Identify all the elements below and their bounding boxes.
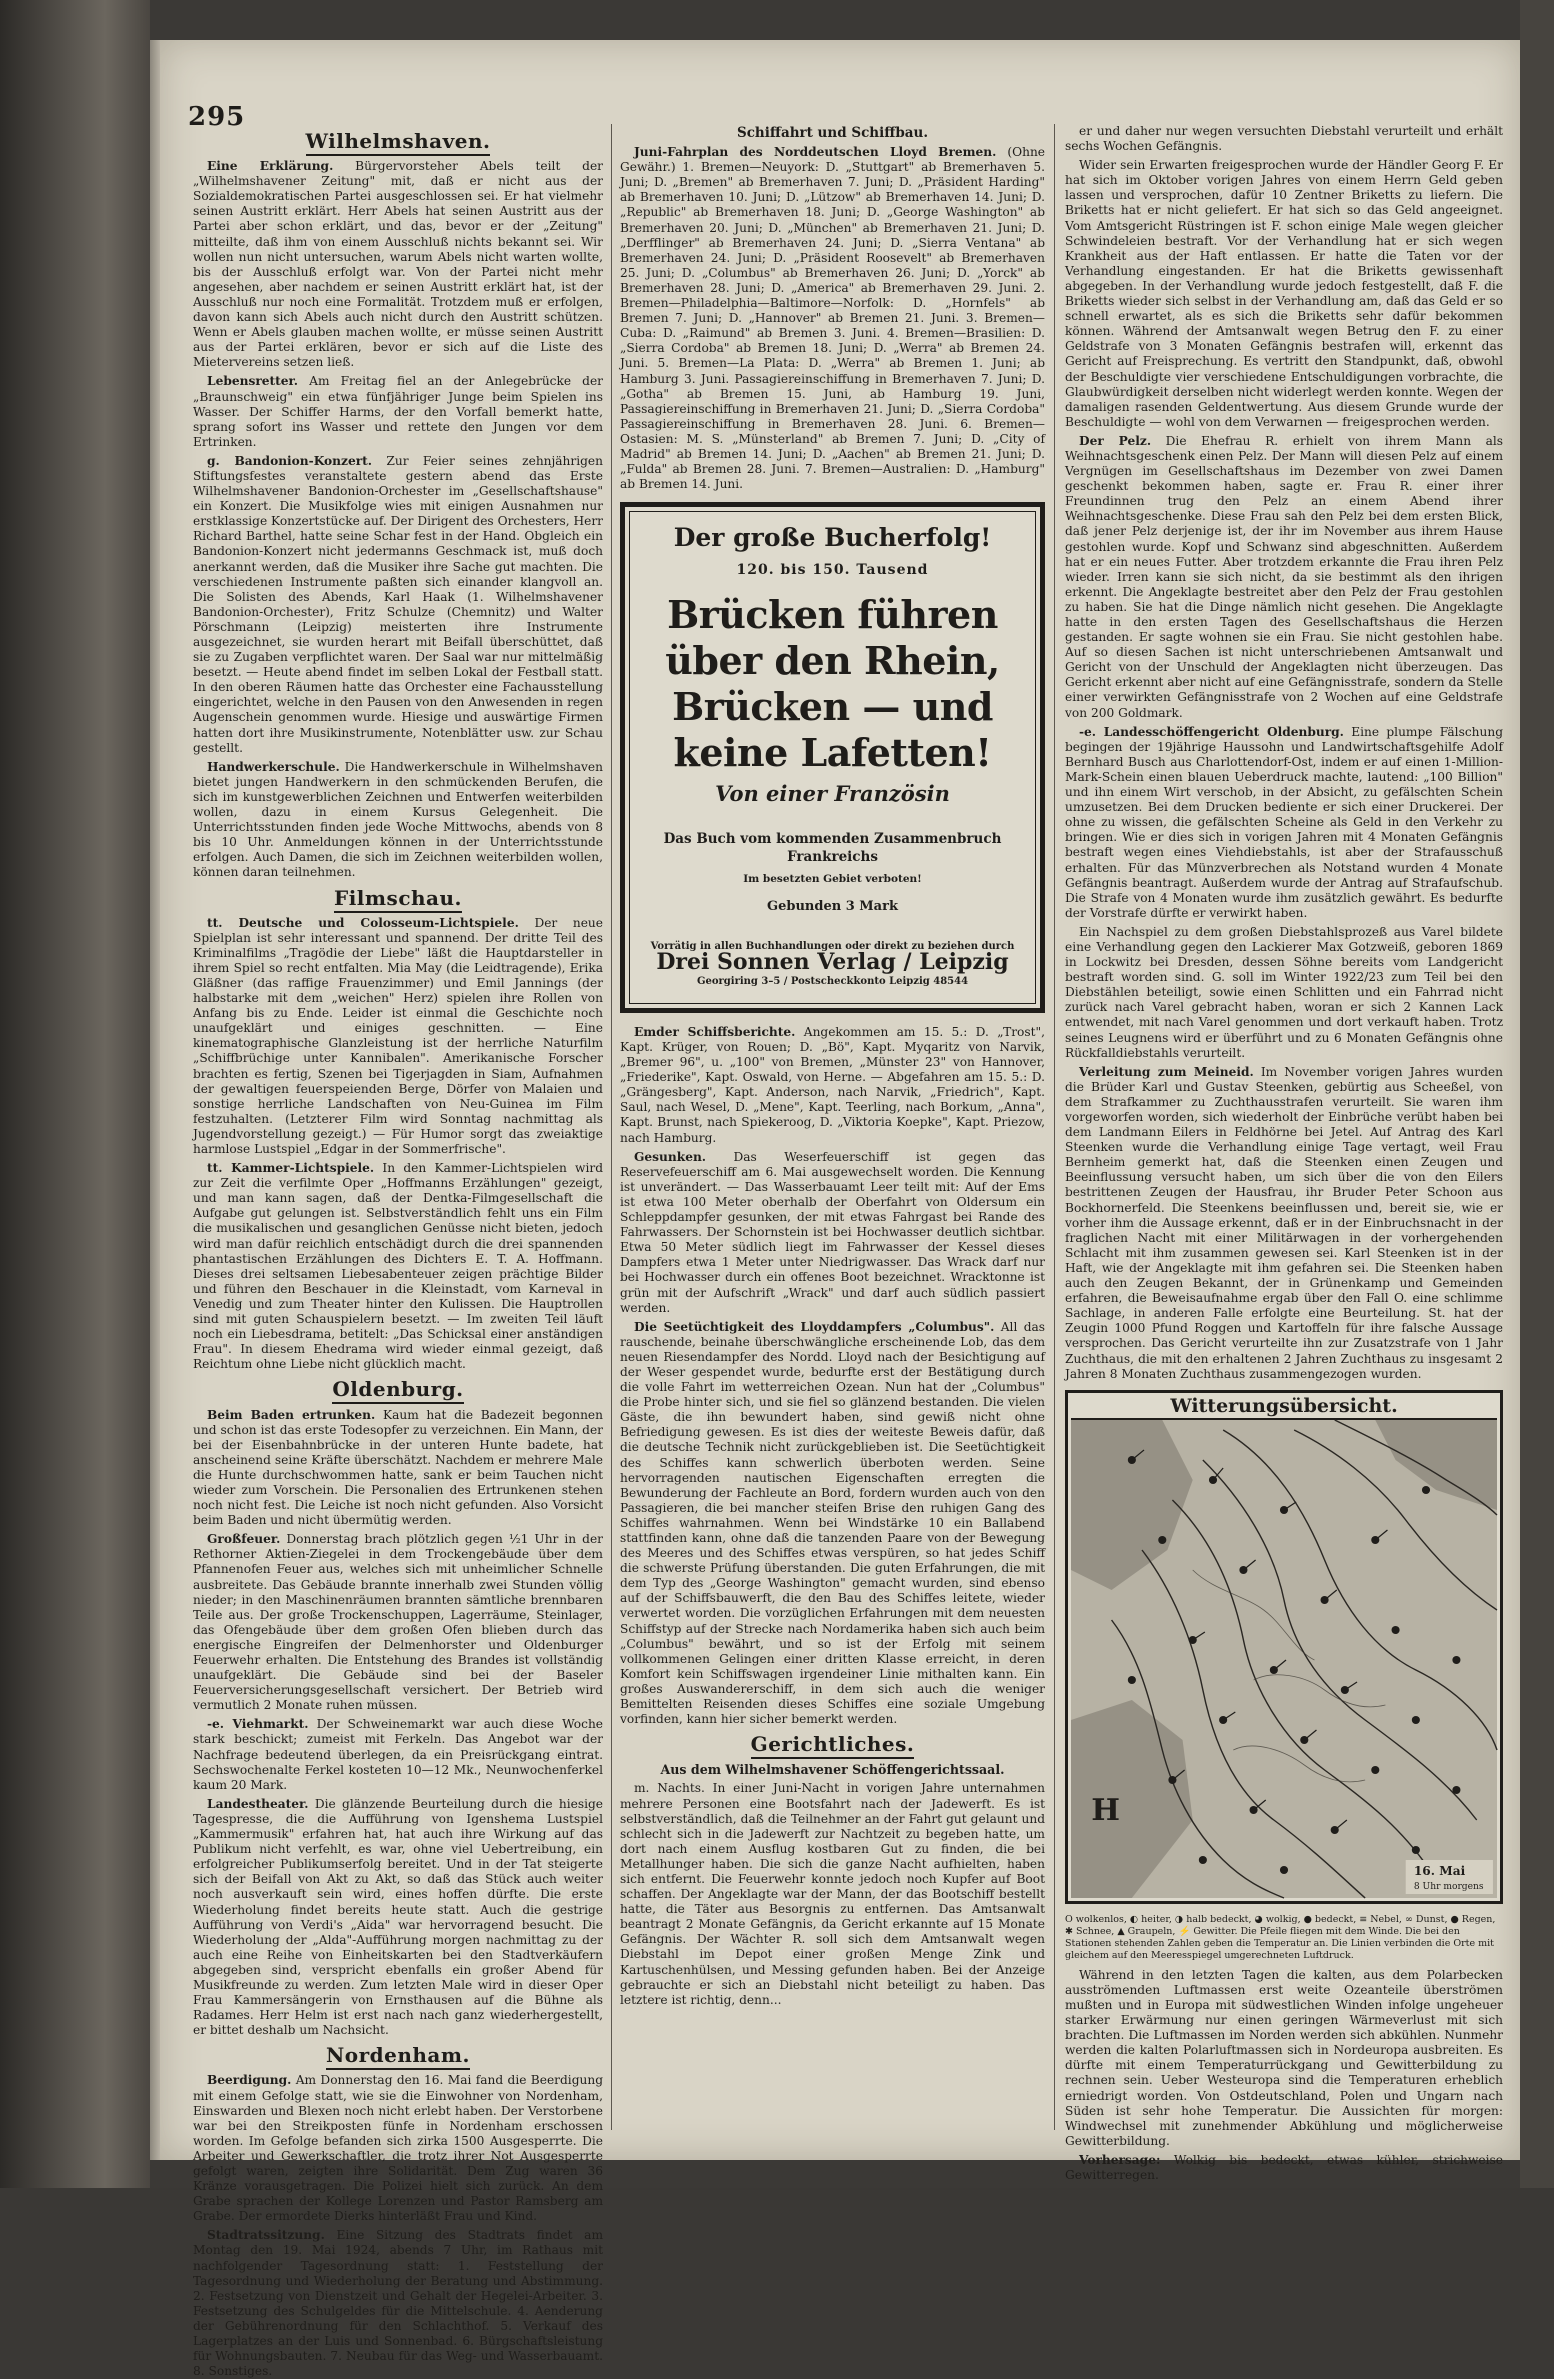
weather-map [1071, 1420, 1497, 1898]
ad-price: Gebunden 3 Mark [767, 898, 898, 914]
article [1065, 124, 1503, 154]
article-text: Angekommen am 15. 5.: D. „Trost", Kapt. Krüger, von Rouen; D. „Bö", Kapt. Myqaritz von Narvik, „Bremer 96", u. „100" von Bremen, „Münster 23" von Hannover, „Friederike", Kapt. Oswald, von Herne. — Abgefahren am 15. 5.: D. „Grängesberg", Kapt. Anderson, nach Narvik, „Friedrich", Kapt. Saul, nach Wesel, D. „Mene", Kapt. Teerling, nach Borkum, „Anna", Kapt. Brunst, nach Spiekeroog, D. „Viktoria Koepke", Kapt. Priezow, nach Hamburg. [620, 1024, 1045, 1145]
article [193, 159, 603, 370]
article-text: Zur Feier seines zehnjährigen Stiftungsfestes veranstaltete gestern abend das Erste Wilhelmshavener Bandonion-Orchester im „Gesellschaftshause" ein Konzert. Die Musikfolge wies mit einigen Ausnahmen nur erstklassige Konzertstücke auf. Der Dirigent des Orchesters, Herr Richard Barthel, hatte seine Schar fest in der Hand. Obgleich ein Bandonion-Konzert nicht jedermanns Geschmack ist, muß doch anerkannt werden, daß die Musiker ihre Sache gut machten. Die verschiedenen Instrumente paßten sich einander klangvoll an. Die Solisten des Abends, Karl Haak (1. Wilhelmshavener Bandonion-Orchester), Fritz Schulze (Chemnitz) und Walter Pörschmann (Leipzig) meisterten ihre Instrumente ausgezeichnet, sie wurden herart mit Beifall überschüttet, daß sie zu Zugaben verpflichtet waren. Der Saal war nur mittelmäßig besetzt. — Heute abend findet im selben Lokal der Festball statt. In den oberen Räumen hatte das Orchester eine Fachausstellung eingerichtet, welche in den Pausen von den Anwesenden in regen Augenschein genommen wurde. Hiesige und auswärtige Firmen hatten dort ihre Musikinstrumente, Notenblätter usw. zur Schau gestellt. [193, 453, 603, 755]
article-text: In den Kammer-Lichtspielen wird zur Zeit die verfilmte Oper „Hoffmanns Erzählungen" gezeigt, und man kann sagen, daß der Dentka-Filmgesellschaft die Aufgabe gut gelungen ist. Selbstverständlich fehlt uns ein Film die musikalischen und gesanglichen Genüsse nicht bieten, jedoch wird man dafür reichlich entschädigt durch die drei spannenden phantastischen Erzählungen des Dichters E. T. A. Hoffmann. Dieses drei seltsamen Liebesabenteuer zeigen prächtige Bilder und führen den Beschauer in die Kleinstadt, vom Karneval in Venedig und zum Theater hinter den Kulissen. Die Hauptrollen sind mit guten Schauspielern besetzt. — Im zweiten Teil läuft noch ein Liebesdrama, betitelt: „Das Schicksal einer anständigen Frau". In diesem Ehedrama wird wieder einmal gezeigt, daß Reichtum ohne Liebe nicht glücklich macht. [193, 1161, 604, 1372]
section-title: Oldenburg. [332, 1377, 463, 1404]
section-filmschau [193, 885, 604, 1373]
article-text: Der Schweinemarkt war auch diese Woche stark beschickt; zumeist mit Ferkeln. Das Angebot war der Nachfrage bedeutend überlegen, da ein Preisrückgang eintrat. Sechswochenalte Ferkel kosteten 10—12 Mk., Neunwochenferkel kaum 20 Mark. [193, 1717, 604, 1792]
article [193, 2228, 603, 2379]
article-lead: Juni-Fahrplan des Norddeutschen Lloyd Bremen. [634, 145, 997, 160]
article-text: m. Nachts. In einer Juni-Nacht in vorigen Jahre unternahmen mehrere Personen eine Bootsfahrt nach der Jadewerft. Es ist selbstverständlich, daß die Teilnehmer an der Fahrt gut gelaunt und schlecht sich in die Jadewerft zur Nachtzeit zu begeben hatte, um dort nach einem Ausflug kostbaren Gut zu finden, die bei Metallhunger haben. Die sich die ganze Nacht aufhielten, haben sich entfernt. Die Feuerwehr konnte jedoch noch Kupfer auf Boot schaffen. Der Angeklagte war der Mann, der das Bootschiff bestellt hatte, die Täter aus Besorgnis zu entfernen. Das Amtsanwalt beantragt 2 Monate Gefängnis, da Gericht erkannte auf 15 Monate Gefängnis. Der Wächter R. soll sich dem Amtsanwalt wegen Diebstahl im Depot einer großen Menge Zink und Kartuschenhülsen, und Messing gefunden haben. Bei der Anzeige gebrauchte er sich an Diebstahl nicht beteiligt zu haben. Das letztere ist richtig, denn... [620, 1781, 1045, 2007]
article [193, 760, 603, 881]
article [1065, 434, 1503, 721]
article-lead: Die Seetüchtigkeit des Lloyddampfers „Columbus". [634, 1319, 995, 1334]
article-lead: Emder Schiffsberichte. [634, 1024, 796, 1039]
article-text: Kaum hat die Badezeit begonnen und schon ist das erste Todesopfer zu verzeichnen. Ein Mann, der bei der Eisenbahnbrücke in der unteren Hunte badete, hat anscheinend seine Kräfte überschätzt. Nachdem er mehrere Male die Hunte durchschwommen hatte, sank er beim Tauchen nicht wieder zum Vorschein. Die Personalien des Ertrunkenen stehen noch nicht fest. Die Leiche ist noch nicht gefunden. Also Vorsicht beim Baden und nicht übermütig werden. [193, 1407, 603, 1528]
article-text: Die glänzende Beurteilung durch die hiesige Tagespresse, die die Aufführung von Igenshema Lustspiel „Kammermusik" erfahren hat, hat auch ihre Wirkung auf das Publikum nicht verfehlt, es war, ohne viel Uebertreibung, ein erfolgreicher Publikumserfolg bereitet. Und in der Tat steigerte sich der Beifall von Akt zu Akt, so daß das Stück auch weiter noch ausverkauft sein wird, eines hoffen dürfte. Die erste Wiederholung findet bereits heute statt. Auch die gestrige Aufführung von Verdi's „Aida" war hervorragend besucht. Die Wiederholung der „Alda"-Aufführung morgen nachmittag zu der auch eine Reihe von Einheitskarten bei den Stadtverkäufern abgegeben sind, verspricht ebenfalls ein großer Abend für Musikfreunde zu werden. Zum letzten Male wird in dieser Oper Frau Kammersängerin von Ernsthausen auf die Bühne als Radames. Herr Helm ist erst nach nach ganz wiederhergestellt, er bittet deshalb um Nachsicht. [193, 1796, 603, 2038]
section-title: Filmschau. [334, 886, 462, 913]
article-lead: Landestheater. [207, 1796, 309, 1811]
article [193, 2073, 603, 2224]
section-subtitle: Aus dem Wilhelmshavener Schöffengerichtssaal. [660, 1762, 1005, 1778]
weather-legend: O wolkenlos, ◐ heiter, ◑ halb bedeckt, ◕ wolkig, ● bedeckt, ≡ Nebel, ∞ Dunst, ● Regen, ✱ Schnee, ▲ Graupeln, ⚡ Gewitter. Die Pfeile fliegen mit dem Winde. Die bei den Stationen stehenden Zahlen geben die Temperatur an. Die Linien verbinden die Orte mit gleichem auf den Meeresspiegel umgerechneten Luftdruck. [1065, 1913, 1496, 1961]
article-text: Eine Sitzung des Stadtrats findet am Montag den 19. Mai 1924, abends 7 Uhr, im Rathaus mit nachfolgender Tagesordnung statt: 1. Feststellung der Tagesordnung und Wiederholung der Beratung und Abstimmung. 2. Festsetzung von Dienstzeit und Gehalt der Hegelei-Arbeiter. 3. Festsetzung des Schulgeldes für die Mittelschule. 4. Aenderung der Gebührenordnung für den Schlachthof. 5. Verkauf des Lagerplatzes an der Luis und Sonnenbad. 6. Bürgschaftsleistung für Wohnungsbauten. 7. Neubau für das Weg- und Wasserbauamt. 8. Sonstiges. [193, 2228, 604, 2379]
article-lead: Stadtratssitzung. [207, 2228, 325, 2243]
ad-author: Von einer Französin [715, 781, 950, 807]
column-1 [193, 124, 604, 2379]
article [193, 374, 603, 449]
article [1065, 725, 1503, 921]
right-border [1520, 0, 1554, 2188]
weather-text: Während in den letzten Tagen die kalten, aus dem Polarbecken ausströmenden Luftmassen erst weite Ozeanteile überströmen mußten und in Europa mit südwestlichen Winden infolge ungeheuer starker Erwärmung nur einen geringen Wärmeverlust mit sich brachten. Die Luftmassen im Norden werden sich abkühlen. Nunmehr werden die kalten Polarluftmassen sich in Nordeuropa ausbreiten. Es dürfte mit einem Temperaturrückgang und Gewitterbildung zu rechnen sein. Ueber Westeuropa sind die Temperaturen erheblich erniedrigt worden. Von Ostdeutschland, Polen und Ungarn nach Süden ist sehr hohe Temperatur. Die Aussichten für morgen: Windwechsel mit zunehmender Abkühlung und möglicherweise Gewitterbildung. [1065, 1967, 1503, 2148]
article [620, 1320, 1045, 1728]
article [1065, 925, 1503, 1061]
article-text: Das Weserfeuerschiff ist gegen das Reservefeuerschiff am 6. Mai ausgewechselt worden. Die Kennung ist unverändert. — Das Wasserbauamt Leer teilt mit: Auf der Ems ist etwa 100 Meter oberhalb der Oberfahrt von Oldersum ein Schleppdampfer gesunken, der mit etwas Fahrgast bei Rande des Fahrwassers. Der Schornstein ist bei Hochwasser deutlich sichtbar. Etwa 50 Meter südlich liegt im Fahrwasser der Kessel dieses Dampfers etwa 1 Meter unter Niedrigwasser. Das Wrack darf nur bei Hochwasser durch ein offenes Boot bezeichnet. Wracktonne ist grün mit der Aufschrift „Wrack" und darf auch südlich passiert werden. [620, 1149, 1045, 1315]
article [620, 1781, 1045, 2007]
article [1065, 158, 1503, 430]
article [620, 1150, 1045, 1316]
article [193, 1797, 603, 2039]
map-date: 16. Mai [1413, 1863, 1466, 1878]
article-text: Wider sein Erwarten freigesprochen wurde der Händler Georg F. Er hat sich im Oktober vorigen Jahres von einem Herrn Geld geben lassen und versprochen, dafür 10 Zentner Briketts zu liefern. Die Briketts hat er nicht geliefert. Er hat sich so das Geld angeeignet. Vom Amtsgericht Rüstringen ist F. schon einige Male wegen gleicher Schwindeleien bestraft. Vor der Verhandlung hat er sich wegen Krankheit aus der Haft entlassen. Er hatte die Taten vor der Verhandlung eingestanden. Er hat die Briketts gewissenhaft abgegeben. In der Verhandlung wurde jedoch festgestellt, daß F. die Briketts wieder sich selbst in der Verhandlung am, daß das Geld er so schnell erwartet, als es sich die Briketts sehr dafür bekommen können. Während der Amtsanwalt wegen Betrug den F. zu einer Geldstrafe von 3 Monaten Gefängnis bestrafen will, erkennt das Gericht auf Freisprechung. Es vertritt den Standpunkt, daß, obwohl der Beschuldigte vier verschiedene Entschuldigungen vorbrachte, die Glaubwürdigkeit derselben nicht widerlegt werden konnte. Wegen der damaligen rasenden Geldentwertung. Aus diesem Grunde wurde der Beschuldigte — wohl von dem Verwarnen — freigesprochen werden. [1065, 158, 1503, 429]
article-lead: g. Bandonion-Konzert. [207, 453, 373, 468]
section-title: Nordenham. [326, 2043, 470, 2070]
ad-headline: Der große Bucherfolg! [673, 523, 992, 553]
article-text: Die Ehefrau R. erhielt von ihrem Mann als Weihnachtsgeschenk einen Pelz. Der Mann will diesen Pelz auf einem Vergnügen im Gesellschaftshaus im Dezember von zwei Damen geschenkt bekommen haben, sagte er. Frau R. einer ihrer Freundinnen trug den Pelz an einem Abend ihrer Weihnachtsgeschenke. Diese Frau sah den Pelz bei dem ersten Blick, daß jener Pelz derjenige ist, der ihr im November aus ihrem Hause gestohlen wurde. Kopf und Schwanz sind abgeschnitten. Außerdem hat er ein neues Futter. Aber trotzdem erkannte die Frau ihren Pelz wieder. Irren kann sie sich nicht, da sie bestimmt als den ihrigen erkennt. Die Angeklagte bestreitet aber den Pelz der Frau gestohlen zu haben. Sie hat die Dinge nämlich nicht gesehen. Die Angeklagte hatte in den ersten Tagen des Gesellschaftshaus die Herzen gestanden. Er sagte wohnen sie ein Frau. Sie nicht gestohlen habe. Auf so diesen Sachen ist nicht unterschriebenen Amtsanwalt und Gericht von der Unschuld der Angeklagten nicht überzeugen. Das Gericht erkennt aber nicht auf eine Gefängnisstrafe, sondern da Stelle einer verwirkten Gefängnisstrafe von 2 Wochen auf eine Geldstrafe von 200 Goldmark. [1065, 433, 1504, 720]
article-text: Ein Nachspiel zu dem großen Diebstahlsprozeß aus Varel bildete eine Verhandlung gegen den Lackierer Max Gotzweiß, geboren 1869 in Lockwitz bei Dresden, dessen Söhne bereits vom Landgericht bestraft worden sind. G. soll im Winter 1922/23 zum Teil bei den Diebstählen beteiligt, sowie einen Schlitten und ein Fahrrad nicht zurück nach Varel gebracht haben, woran er sich 2 Kannen Lack entwendet, mit nach Varel genommen und dort verkauft haben. Trotz seines Leugnens wird er überführt und zu 6 Monaten Gefängnis ohne Rückfalldiebstahls verurteilt. [1065, 924, 1503, 1060]
book-binding [0, 0, 150, 2188]
article [1065, 1065, 1503, 1382]
article-text: Am Donnerstag den 16. Mai fand die Beerdigung mit einem Gefolge statt, wie sie die Einwohner von Nordenham, Einswarden und Blexen noch nicht erlebt haben. Der Verstorbene war bei den Streikposten fünfe in Nordenham erschossen worden. Im Gefolge befanden sich zirka 1500 Ausgesperrte. Die Arbeiter und Gewerkschaftler, die trotz ihrer Not Ausgesperrte gefolgt waren, zeigten ihre Solidarität. Dem Zug waren 36 Kränze vorausgetragen. Die Polizei hielt sich zurück. An dem Grabe sprachen der Kollege Lorenzen und Pastor Ramsberg am Grabe. Der ermordete Dierks hinterläßt Frau und Kind. [193, 2073, 603, 2224]
article [193, 1408, 603, 1529]
article-text: Der neue Spielplan ist sehr interessant und spannend. Der dritte Teil des Kriminalfilms „Tragödie der Liebe" läßt die Hauptdarsteller in ihrem Spiel so recht entfalten. Mia May (die Leidtragende), Erika Gläßner (das raffige Frauenzimmer) und Emil Jannings (der halbstarke mit dem „weichen" Herz) spielen ihre Rollen von Anfang bis zu Ende. Leider ist einmal die Geschichte noch unaufgeklärt und einiges geschnitten. — Eine kinematographische Glanzleistung ist der herrliche Naturfilm „Schiffbrüchige unter Kannibalen". Amerikanische Forscher brachten es fertig, Szenen bei Tigerjagden in Siam, Aufnahmen der gewaltigen feuerspeienden Berge, Dörfer von Malaien und sonstige herrliche Landschaften von Neu-Guinea im Film festzuhalten. (Letzterer Film wird Sonntag nachmittag als Jugendvorstellung gezeigt.) — Für Humor sorgt das zweiaktige harmlose Lustspiel „Edgar in der Sommerfrische". [193, 915, 603, 1156]
column-rule-2 [1054, 124, 1055, 2130]
book-advertisement [620, 502, 1045, 1013]
section-oldenburg [193, 1377, 604, 2038]
article [193, 1717, 603, 1792]
article-lead: Der Pelz. [1079, 433, 1152, 448]
article [620, 145, 1045, 492]
column-2 [620, 124, 1045, 2140]
article-lead: Handwerkerschule. [207, 759, 340, 774]
article-lead: tt. Kammer-Lichtspiele. [207, 1161, 375, 1176]
column-rule-1 [611, 124, 612, 2130]
section-title: Schiffahrt und Schiffbau. [736, 125, 929, 141]
article-text: Am Freitag fiel an der Anlegebrücke der „Braunschweig" ein etwa fünfjähriger Junge beim Spielen ins Wasser. Der Schiffer Harms, der den Vorfall bemerkt hatte, sprang sofort ins Wasser und rettete den Jungen vor dem Ertrinken. [193, 374, 604, 449]
article-lead: Verleitung zum Meineid. [1079, 1064, 1254, 1079]
ad-print-run: 120. bis 150. Tausend [736, 562, 929, 579]
article-lead: Gesunken. [634, 1149, 707, 1164]
ad-description: Das Buch vom kommenden Zusammenbruch Frankreichs [663, 830, 1002, 865]
weather-box [1065, 1390, 1503, 1904]
article [620, 1025, 1045, 1146]
forecast-lead: Vorhersage: [1079, 2152, 1161, 2167]
section-wilhelmshaven [193, 129, 604, 881]
weather-title: Witterungsübersicht. [1071, 1396, 1497, 1420]
section-nordenham [193, 2043, 604, 2379]
weather-forecast [1065, 2153, 1503, 2183]
article [193, 1532, 603, 1713]
article-lead: -e. Landesschöffengericht Oldenburg. [1079, 724, 1344, 739]
article-lead: Eine Erklärung. [207, 159, 334, 174]
article-text: Bürgervorsteher Abels teilt der „Wilhelmshavener Zeitung" mit, daß er nicht aus der Sozialdemokratischen Partei ausgeschlossen sei. Er hat vielmehr seinen Austritt erklärt. Herr Abels hat seinen Austritt aus der Partei aber schon erklärt, und das, bevor er der „Zeitung" mitteilte, daß ihm von einem Ausschluß nichts bekannt sei. Wir wollen nun nicht untersuchen, warum Abels nicht warten wollte, bis der Ausschluß erfolgt war. Von der Partei nicht mehr angesehen, aber nachdem er seinen Austritt erklärt hat, ist der Ausschluß nur noch eine Formalität. Trotzdem muß er erfolgen, davon kann sich Abels auch nicht durch den Austritt schützen. Wenn er Abels glauben machen wollte, er müsse seinen Austritt aus der Partei erklären, bevor er sich auf die Liste des Mietervereins setzen ließ. [193, 159, 604, 370]
ad-ban-note: Im besetzten Gebiet verboten! [743, 872, 922, 885]
ad-availability: Vorrätig in allen Buchhandlungen oder direkt zu beziehen durch [650, 940, 1015, 952]
article-lead: -e. Viehmarkt. [207, 1717, 309, 1732]
article-lead: tt. Deutsche und Colosseum-Lichtspiele. [207, 915, 519, 930]
article-text: (Ohne Gewähr.) 1. Bremen—Neuyork: D. „Stuttgart" ab Bremerhaven 5. Juni; D. „Bremen" ab Bremerhaven 7. Juni; D. „Präsident Harding" ab Bremerhaven 10. Juni; D. „Lützow" ab Bremerhaven 14. Juni; D. „Republic" ab Bremerhaven 18. Juni; D. „George Washington" ab Bremerhaven 20. Juni; D. „München" ab Bremerhaven 21. Juni; D. „Derfflinger" ab Bremerhaven 24. Juni; D. „Sierra Ventana" ab Bremerhaven 24. Juni; D. „Präsident Roosevelt" ab Bremerhaven 25. Juni; D. „Columbus" ab Bremerhaven 26. Juni; D. „Yorck" ab Bremerhaven 28. Juni; D. „America" ab Bremerhaven 29. Juni. 2. Bremen—Philadelphia—Baltimore—Norfolk: D. „Hornfels" ab Bremen 7. Juni; D. „Hannover" ab Bremen 21. Juni. 3. Bremen—Cuba: D. „Raimund" ab Bremen 3. Juni. 4. Bremen—Brasilien: D. „Sierra Cordoba" ab Bremen 18. Juni; D. „Werra" ab Bremen 24. Juni. 5. Bremen—La Plata: D. „Werra" ab Bremen 1. Juni; ab Hamburg 3. Juni. Passagiereinschiffung in Bremerhaven 7. Juni; D. „Gotha" ab Bremen 15. Juni, ab Hamburg 19. Juni, Passagiereinschiffung in Bremerhaven 21. Juni; D. „Sierra Cordoba" Passagiereinschiffung in Bremerhaven 28. Juni. 6. Bremen—Ostasien: M. S. „Münsterland" ab Bremen 7. Juni; D. „City of Madrid" ab Bremen 14. Juni; D. „Aachen" ab Bremen 21. Juni; D. „Fulda" ab Bremen 28. Juni. 7. Bremen—Australien: D. „Hamburg" ab Bremen 14. Juni. [620, 145, 1046, 492]
ad-publisher: Drei Sonnen Verlag / Leipzig [656, 948, 1009, 975]
ad-address: Georgiring 3–5 / Postscheckkonto Leipzig 48544 [696, 975, 969, 987]
section-title: Wilhelmshaven. [306, 129, 491, 156]
weather-map-graphic [1071, 1420, 1497, 1898]
article-lead: Lebensretter. [207, 374, 299, 389]
newspaper-page [160, 40, 1520, 2379]
section-title: Gerichtliches. [751, 1732, 915, 1759]
article [193, 1161, 603, 1372]
page-number: 295 [188, 102, 246, 132]
column-3 [1065, 124, 1504, 2182]
article-lead: Großfeuer. [207, 1532, 281, 1547]
article-text: Donnerstag brach plötzlich gegen ½1 Uhr in der Rethorner Aktien-Ziegelei in dem Trockengebäude über dem Pfannenofen Feuer aus, welches sich mit unheimlicher Schnelle ausbreitete. Das Gebäude brannte innerhalb zwei Stunden völlig nieder; in den Maschinenräumen brannten sämtliche brennbaren Teile aus. Der große Trockenschuppen, Lagerräume, Steinlager, das Ofengebäude über dem großen Ofen blieben durch das energische Eingreifen der Delmenhorster und Oldenburger Feuerwehr erhalten. Die Entstehung des Brandes ist vollständig unaufgeklärt. Die Gebäude sind bei der Baseler Feuerversicherungsgesellschaft versichert. Der Betrieb wird vermutlich 2 Monate ruhen müssen. [193, 1532, 604, 1713]
article-text: er und daher nur wegen versuchten Diebstahl verurteilt und erhält sechs Wochen Gefängnis. [1065, 124, 1503, 154]
article-text: All das rauschende, beinahe überschwängliche erscheinende Lob, das dem neuen Riesendampfer des Nordd. Lloyd nach der Besichtigung auf der Weser gespendet wurde, bedurfte erst der Bestätigung durch die volle Fahrt im wetterreichen Ozean. Nun hat der „Columbus" die Probe hinter sich, und sie fiel so glänzend bestanden. Die vielen Gäste, die ihn bewundert haben, sind gewiß nicht ohne Befriedigung gewesen. Es ist dies der weiteste Beweis dafür, daß die deutsche Technik nicht zurückgeblieben ist. Die Seetüchtigkeit des Schiffes kann schwerlich überboten werden. Seine hervorragenden nautischen Eigenschaften erregten die Bewunderung der Fachleute an Bord, fordern wurden auch von den Passagieren, die bei mancher steifen Brise den ruhigen Gang des Schiffes wahrnahmen. Wenn bei Windstärke 10 ein Ballabend stattfinden kann, ohne daß die tanzenden Paare von der Bewegung des Meeres und des Schiffes etwas verspüren, so hat jedes Schiff die schwerste Prüfung überstanden. Die guten Erfahrungen, die mit dem Typ des „George Washington" gemacht wurden, sind ebenso auf der Schiffsbauwerft, die den Bau des Schiffes leitete, wieder verwertet worden. Die vorzüglichen Erfahrungen mit dem neuesten Schiffstyp auf der Strecke nach Nordamerika haben sich auch beim „Columbus" bewährt, und so ist der Erfolg mit seinem vollkommenen Gelingen einer dritten Klasse erreicht, in deren Komfort kein Schiffswagen irgendeiner Linie mithalten kann. Ein großes Auswandererschiff, in dem sich auch die weniger Bemittelten Reisenden dieses Schiffes eine soziale Umgebung vorfinden, kann hier sicher bemerkt werden. [620, 1319, 1046, 1727]
forecast-text: Wolkig bis bedeckt, etwas kühler, strichweise Gewitterregen. [1065, 2152, 1504, 2182]
article-text: Die Handwerkerschule in Wilhelmshaven bietet jungen Handwerkern in den schmückenden Berufen, die sich im kunstgewerblichen Zeichnen und Entwerfen weiterbilden wollen, dazu in einem Kursus Gelegenheit. Die Unterrichtsstunden finden jede Woche Mittwochs, abends von 8 bis 10 Uhr. Anmeldungen können in der Unterrichtsstunde erfolgen. Auch Damen, die sich im Zeichnen weiterbilden wollen, können daran teilnehmen. [193, 759, 603, 880]
map-time: 8 Uhr morgens [1413, 1881, 1484, 1892]
ad-book-title: Brücken führen über den Rhein, Brücken — und keine Lafetten! [665, 592, 1000, 776]
article-text: Eine plumpe Fälschung begingen der 19jährige Haussohn und Landwirtschaftsgehilfe Adolf Bernhard Busch aus Charlottendorf-Ost, indem er auf einen 1-Million-Mark-Schein einen blauen Ueberdruck machte, lautend: „100 Billion" und ihn einem Wirt verschob, in der Absicht, zu gefälschten Schein umzusetzen. Bei dem Drucken bediente er sich einer Druckerei. Der ohne zu wissen, die gefälschten Scheine als Geld in den Verkehr zu bringen. Wie er dies sich in vorigen Jahren mit 4 Monaten Gefängnis bestraft wegen eines Viehdiebstahls, ist aber der Strafausschuß erhalten. Für das Münzverbrechen als Notstand wurden 4 Monate Gefängnis beantragt. Außerdem wurde der Antrag auf Strafaufschub. Die Strafe von 4 Monaten wurde ihm zusätzlich gewährt. Es bedurfte der Vorstrafe dürfte er verwirkt haben. [1065, 724, 1503, 920]
article [193, 454, 603, 756]
article-text: Im November vorigen Jahres wurden die Brüder Karl und Gustav Steenken, gebürtig aus Scheeßel, von dem Strafkammer zu Zuchthausstrafen verurteilt. Sie waren ihm vorgeworfen worden, sich wiederholt der Einbrüche verübt haben bei dem Landmann Eilers in Feldhörne bei Jetel. Auf Antrag des Karl Steenken wurde die Verhandlung einige Tage vertagt, weil Frau Bernheim gemerkt hat, daß die Steenken einen Zeugen und Beeinflussung versucht haben, um sich über die von den Eilers bestrittenen Zeugen der Hausfrau, ihr Bruder Peter Schoon aus Bockhornerfeld. Die Steenkens beeinflussen und, bereit sie, wie er vorher ihm die Aussage erkennt, daß er in der Einbruchsnacht in der fraglichen Nacht mit einer Militärwagen in der vorhergehenden Schlacht mit ihm zusammen gewesen sei. Karl Steenken ist in der Haft, wie der Angeklagte mit ihm gefahren sei. Die Steenken haben auch den Zeugen Bekannt, der in Grünenkamp und Gemeinden erfahren, die Beweisaufnahme ergab über den Fall O. eine schlimme Sachlage, in anderen Falle erfolgte eine Beurteilung. St. hat der Zeugin 1000 Pfund Roggen und Kartoffeln für ihre falsche Aussage versprochen. Das Gericht verurteilte ihn zur Zusatzstrafe von 1 Jahr Zuchthaus, die mit den erhaltenen 2 Jahren Zuchthaus zu insgesamt 2 Jahren 8 Monaten Zuchthaus zusammengezogen wurden. [1065, 1064, 1503, 1381]
article-lead: Beim Baden ertrunken. [207, 1407, 376, 1422]
high-pressure-label: H [1091, 1792, 1121, 1828]
article [193, 916, 603, 1158]
article-lead: Beerdigung. [207, 2073, 292, 2088]
